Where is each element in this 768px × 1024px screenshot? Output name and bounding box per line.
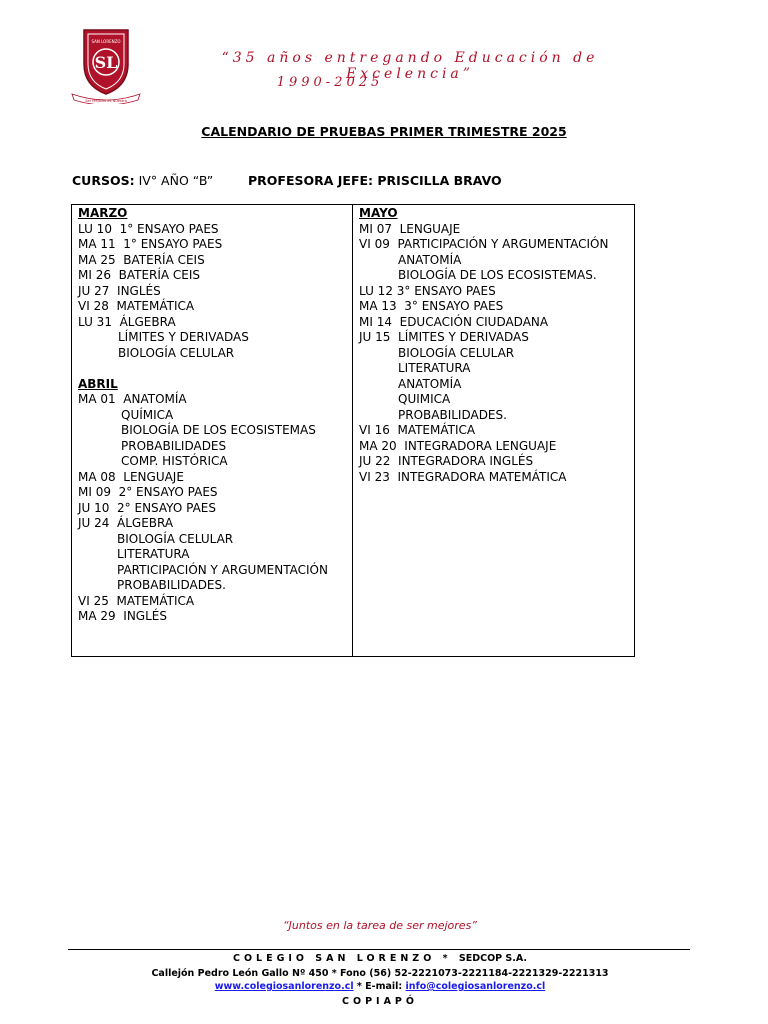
calendar-entry: MA 25 BATERÍA CEIS	[78, 252, 205, 267]
email-link[interactable]: info@colegiosanlorenzo.cl	[405, 981, 546, 992]
calendar-entry: VI 25 MATEMÁTICA	[78, 593, 195, 608]
calendar-subentry: BIOLOGÍA CELULAR	[118, 345, 235, 360]
logo-banner: Ser Mejores es Nuestra	[85, 99, 127, 103]
calendar-subentry: ANATOMÍA	[398, 376, 462, 391]
month-heading-marzo: MARZO	[78, 206, 128, 220]
calendar-entry: JU 27 INGLÉS	[78, 283, 161, 298]
calendar-entry: MA 11 1° ENSAYO PAES	[78, 237, 223, 251]
school-crest-icon	[70, 24, 142, 104]
anniversary-years: 1990-2025	[276, 75, 384, 90]
calendar-subentry: ANATOMÍA	[398, 252, 462, 267]
calendar-entry: JU 10 2° ENSAYO PAES	[78, 500, 216, 515]
footer-address: Callejón Pedro León Gallo Nº 450 * Fono (56) 52-2221073-2221184-2221329-2221313	[151, 968, 609, 979]
calendar-entry: MI 26 BATERÍA CEIS	[78, 268, 201, 282]
exam-calendar-table	[71, 204, 635, 657]
logo-crest-top: SAN LORENZO	[91, 39, 121, 44]
website-link[interactable]: www.colegiosanlorenzo.cl	[214, 981, 354, 992]
calendar-subentry: BIOLOGÍA CELULAR	[117, 531, 234, 546]
calendar-subentry: QUIMICA	[398, 392, 451, 406]
school-motto: “35 años entregando Educación de Excelencia”	[221, 50, 599, 82]
calendar-subentry: PROBABILIDADES.	[117, 578, 226, 592]
calendar-entry: MA 08 LENGUAJE	[78, 469, 184, 484]
calendar-entry: MI 07 LENGUAJE	[359, 221, 461, 236]
footer-city: COPIAPÓ	[342, 996, 418, 1007]
month-heading-abril: ABRIL	[78, 376, 118, 391]
course-label: CURSOS:	[72, 173, 135, 188]
calendar-entry: JU 24 ÁLGEBRA	[78, 516, 174, 530]
page-title: CALENDARIO DE PRUEBAS PRIMER TRIMESTRE 2025	[201, 124, 567, 139]
calendar-subentry: QUÍMICA	[121, 407, 174, 422]
calendar-column-left	[72, 205, 353, 656]
calendar-subentry: BIOLOGÍA CELULAR	[398, 345, 515, 360]
footer-separator: *	[442, 953, 452, 964]
course-value: IV° AÑO “B”	[138, 173, 214, 188]
calendar-entry: VI 16 MATEMÁTICA	[359, 423, 476, 437]
calendar-column-right	[353, 205, 634, 656]
calendar-subentry: BIOLOGÍA DE LOS ECOSISTEMAS	[121, 423, 316, 437]
calendar-entry: JU 22 INTEGRADORA INGLÉS	[359, 454, 534, 468]
footer-company: SEDCOP S.A.	[458, 953, 527, 964]
logo-initials: SL	[94, 53, 118, 72]
calendar-entry: MA 13 3° ENSAYO PAES	[359, 299, 504, 313]
calendar-subentry: COMP. HISTÓRICA	[121, 454, 228, 468]
calendar-entry: MI 09 2° ENSAYO PAES	[78, 485, 218, 499]
month-heading-mayo: MAYO	[359, 206, 398, 220]
calendar-subentry: BIOLOGÍA DE LOS ECOSISTEMAS.	[398, 268, 597, 282]
calendar-subentry: PARTICIPACIÓN Y ARGUMENTACIÓN	[117, 562, 328, 577]
course-line	[72, 173, 213, 188]
head-teacher: PROFESORA JEFE: PRISCILLA BRAVO	[248, 173, 502, 188]
calendar-entry: MA 01 ANATOMÍA	[78, 392, 187, 406]
calendar-subentry: LITERATURA	[398, 361, 471, 375]
calendar-subentry: LÍMITES Y DERIVADAS	[118, 330, 249, 344]
calendar-entry: LU 12 3° ENSAYO PAES	[359, 283, 496, 298]
footer-school-name: COLEGIO SAN LORENZO	[233, 953, 436, 964]
footer-slogan: “Juntos en la tarea de ser mejores”	[282, 919, 478, 932]
footer-separator: *	[356, 981, 362, 992]
calendar-entry: VI 09 PARTICIPACIÓN Y ARGUMENTACIÓN	[359, 237, 609, 251]
calendar-subentry: PROBABILIDADES.	[398, 407, 507, 422]
calendar-entry: MA 20 INTEGRADORA LENGUAJE	[359, 438, 557, 453]
calendar-subentry: LITERATURA	[117, 547, 190, 561]
calendar-entry: MA 29 INGLÉS	[78, 609, 167, 623]
calendar-entry: VI 28 MATEMÁTICA	[78, 299, 195, 313]
calendar-entry: LU 10 1° ENSAYO PAES	[78, 221, 219, 236]
calendar-entry: VI 23 INTEGRADORA MATEMÁTICA	[359, 469, 567, 484]
footer-contact-line	[0, 981, 760, 992]
footer-school-line	[0, 953, 760, 964]
calendar-subentry: PROBABILIDADES	[121, 438, 227, 453]
calendar-entry: LU 31 ÁLGEBRA	[78, 314, 176, 329]
footer-divider	[68, 949, 690, 950]
calendar-entry: JU 15 LÍMITES Y DERIVADAS	[359, 330, 529, 344]
calendar-entry: MI 14 EDUCACIÓN CIUDADANA	[359, 314, 549, 329]
email-label: E-mail:	[365, 981, 403, 992]
